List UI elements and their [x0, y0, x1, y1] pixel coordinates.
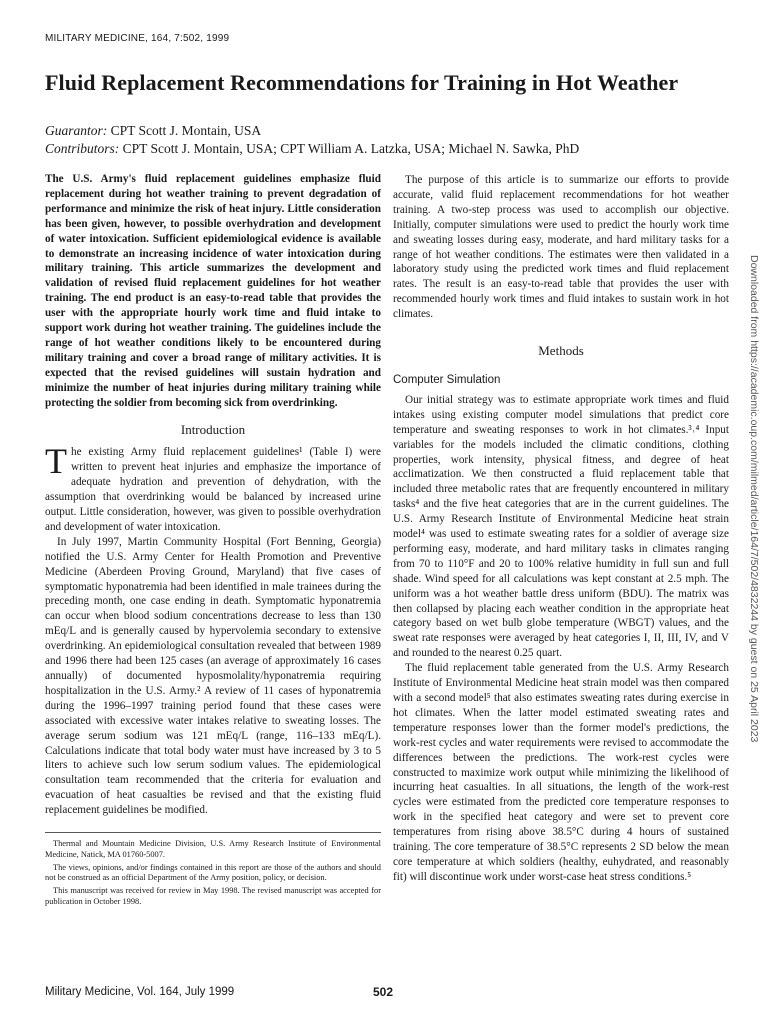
footnote-received: This manuscript was received for review in May 1998. The revised manuscript was accepted for publication in October 1998.: [45, 886, 381, 907]
right-column: [393, 173, 729, 885]
left-column: [45, 172, 381, 910]
computer-simulation-subheading: Computer Simulation: [393, 373, 501, 386]
methods-heading: Methods: [538, 343, 584, 359]
methods-paragraph-1: Our initial strategy was to estimate appropriate work times and fluid intakes using existing computer model simulations that predict core temperature and sweating responses to work in hot climates.³˒⁴ Input variables for the models included the climatic conditions, clothing properties, work intensity, physical fitness, and degree of heat acclimatization. We then constructed a fluid replacement table that included three metabolic rates that are frequently encountered in military tasks⁴ and the five heat categories that are in the current guidelines. The U.S. Army Research Institute of Environmental Medicine heat strain model⁴ was used to estimate sweating rates for a soldier of average size performing easy, moderate, and hard military tasks in climates ranging from 70 to 110°F and 20 to 100% relative humidity in full sun and full shade. Wind speed for all calculations was kept constant at 2.5 mph. The uniform was a hot weather battle dress uniform (BDU). The matrix was then collapsed by placing each weather condition in the appropriate heat category based on wet bulb globe temperature (WBGT) values, and the sweat rate responses were averaged by heat categories I, II, III, IV, and V and rounded to the nearest 0.25 quart.: [393, 393, 729, 660]
introduction-paragraph-2: In July 1997, Martin Community Hospital (Fort Benning, Georgia) notified the U.S. Army Center for Health Promotion and Preventive Medicine (Aberdeen Proving Ground, Maryland) that five cases of symptomatic hyponatremia had been identified in male trainees during the preceding month, one case ending in death. Symptomatic hyponatremia can occur when blood sodium concentrations decrease to less than 130 mEq/L and is generally caused by hypervolemia secondary to extensive overdrinking. An epidemiological consultation revealed that between 1989 and 1996 there had been 125 cases (an average of approximately 16 cases annually) of documented hyposmolality/hyponatremia requiring hospitalization in the U.S. Army.² A review of 11 cases of hyponatremia during the 1996–1997 training period found that these cases were associated with excessive water intakes relative to sweating losses. The average serum sodium was 121 mEq/L (range, 116–133 mEq/L). Calculations indicate that total body water must have increased by 3 to 5 liters to achieve such low serum sodium values. The epidemiological consultation team recommended that the criteria for evaluation and evacuation of heat casualties be revised and that the existing fluid replacement guidelines be modified.: [45, 535, 381, 817]
footnote-disclaimer: The views, opinions, and/or findings contained in this report are those of the authors and should not be construed as an official Department of the Army position, policy, or decision.: [45, 862, 381, 883]
guarantor-line: [45, 122, 725, 140]
footnote-divider: [45, 832, 381, 833]
abstract: The U.S. Army's fluid replacement guidelines emphasize fluid replacement during hot weather training to prevent degradation of performance and minimize the risk of heat injury. Little consideration has been given, however, to possible overhydration and development of water intoxication. Sufficient epidemiological evidence is available to demonstrate an increasing incidence of water intoxication during military training. This article summarizes the development and validation of revised fluid replacement guidelines for hot weather training. The end product is an easy-to-read table that provides the user with the appropriate hourly work time and fluid intake to support work during hot weather training. The guidelines include the range of hot weather conditions likely to be encountered during military training and cover a broad range of military activities. It is expected that the revised guidelines will sustain hydration and minimize the number of heat injuries during military training while protecting the soldier from becoming sick from overdrinking.: [45, 173, 381, 409]
footer-journal: Military Medicine, Vol. 164, July 1999: [45, 986, 235, 998]
byline: [45, 122, 725, 158]
introduction-paragraph-1: [45, 441, 381, 534]
footnote-affiliation: Thermal and Mountain Medicine Division, U.S. Army Research Institute of Environmental Medicine, Natick, MA 01760-5007.: [45, 839, 381, 859]
contributors-names: CPT Scott J. Montain, USA; CPT William A. Latzka, USA; Michael N. Sawka, PhD: [122, 141, 580, 156]
download-watermark: Downloaded from https://academic.oup.com/milmed/article/164/7/502/4832244 by guest on 25 April 2023: [748, 255, 760, 743]
introduction-heading: Introduction: [180, 421, 246, 437]
footnotes: [45, 839, 381, 908]
contributors-label: Contributors:: [45, 141, 120, 156]
purpose-paragraph: The purpose of this article is to summarize our efforts to provide accurate, valid fluid replacement recommendations for hot weather training. A two-step process was used to accomplish our objective. Initially, computer simulations were used to predict the hourly work time and sweating losses during easy, moderate, and hard military tasks for a range of hot weather conditions. The estimates were then validated in a laboratory study using the predicted work times and fluid replacement rates. The result is an easy-to-read table that provides the user with recommended hourly work times and fluid intakes to sustain work in hot climates.: [393, 174, 729, 321]
page-number: 502: [373, 985, 394, 999]
running-head: MILITARY MEDICINE, 164, 7:502, 1999: [45, 33, 230, 44]
dropcap: T: [45, 441, 67, 482]
article-title: Fluid Replacement Recommendations for Training in Hot Weather: [45, 70, 679, 95]
contributors-line: [45, 140, 725, 158]
methods-paragraph-2: The fluid replacement table generated from the U.S. Army Research Institute of Environmental Medicine heat strain model was then compared with a second model⁵ that also estimates sweating rates during exercise in hot climates. When the latter model estimated sweating rates and temperature responses lower than the former model's predictions, the work-rest cycles and water requirements were revised to accommodate the differences between the predictions. The work-rest cycles were constructed to maximize work output while minimizing the likelihood of incurring heat casualties. In all situations, the length of the work-rest cycles were estimated from the predicted core temperature responses to work in the specified heat category and were set to prevent core temperatures from rising above 38.5°C during 4 hours of sustained training. The core temperature of 38.5°C represents 2 SD below the mean core temperature at which soldiers (healthy, euhydrated, and reasonably fit) will discontinue work under worst-case heat stress conditions.⁵: [393, 662, 729, 883]
guarantor-label: Guarantor:: [45, 123, 108, 138]
introduction-paragraph-1-text: he existing Army fluid replacement guidelines¹ (Table I) were written to prevent heat injuries and emphasize the importance of adequate hydration and prevention of dehydration, with the assumption that overdrinking would be balanced by increased urine output. Little consideration, however, was given to possible overhydration and development of water intoxication.: [45, 446, 381, 533]
guarantor-name: CPT Scott J. Montain, USA: [110, 123, 262, 138]
